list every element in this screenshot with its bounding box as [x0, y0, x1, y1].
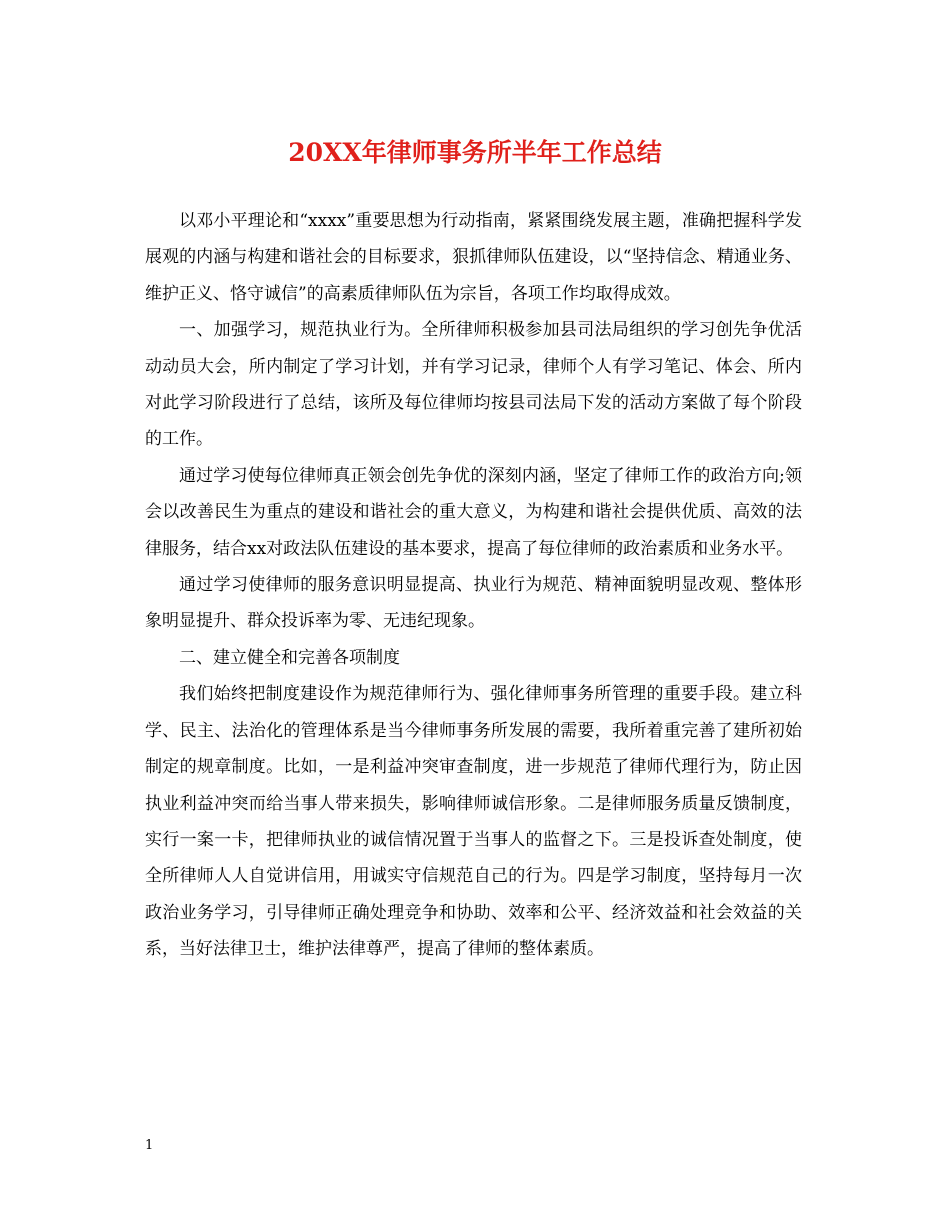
paragraph-section-2-body: 我们始终把制度建设作为规范律师行为、强化律师事务所管理的重要手段。建立科学、民主、法治化的管理体系是当今律师事务所发展的需要，我所着重完善了建所初始制定的规章制度。比如，一是利益冲突审查制度，进一步规范了律师代理行为，防止因执业利益冲突而给当事人带来损失，影响律师诚信形象。二是律师服务质量反馈制度，实行一案一卡，把律师执业的诚信情况置于当事人的监督之下。三是投诉查处制度，使全所律师人人自觉讲信用，用诚实守信规范自己的行为。四是学习制度，坚持每月一次政治业务学习，引导律师正确处理竞争和协助、效率和公平、经济效益和社会效益的关系，当好法律卫士，维护法律尊严，提高了律师的整体素质。	[145, 684, 802, 960]
paragraph-intro: 以邓小平理论和“xxxx”重要思想为行动指南，紧紧围绕发展主题，准确把握科学发展观的内涵与构建和谐社会的目标要求，狠抓律师队伍建设，以“坚持信念、精通业务、维护正义、恪守诚信”的高素质律师队伍为宗旨，各项工作均取得成效。	[145, 211, 802, 304]
paragraph-study-effect-1: 通过学习使每位律师真正领会创先争优的深刻内涵，坚定了律师工作的政治方向;领会以改善民生为重点的建设和谐社会的重大意义，为构建和谐社会提供优质、高效的法律服务，结合xx对政法队伍建设的基本要求，提高了每位律师的政治素质和业务水平。	[145, 465, 802, 559]
page-number: 1	[145, 1138, 154, 1153]
paragraph-section-1: 一、加强学习，规范执业行为。全所律师积极参加县司法局组织的学习创先争优活动动员大会，所内制定了学习计划，并有学习记录，律师个人有学习笔记、体会、所内对此学习阶段进行了总结，该所及每位律师均按县司法局下发的活动方案做了每个阶段的工作。	[145, 320, 802, 450]
document-body	[145, 203, 802, 968]
document-title: 20XX年律师事务所半年工作总结	[288, 138, 662, 167]
paragraph-section-2-heading: 二、建立健全和完善各项制度	[179, 647, 400, 668]
paragraph-study-effect-2: 通过学习使律师的服务意识明显提高、执业行为规范、精神面貌明显改观、整体形象明显提升、群众投诉率为零、无违纪现象。	[145, 575, 802, 632]
